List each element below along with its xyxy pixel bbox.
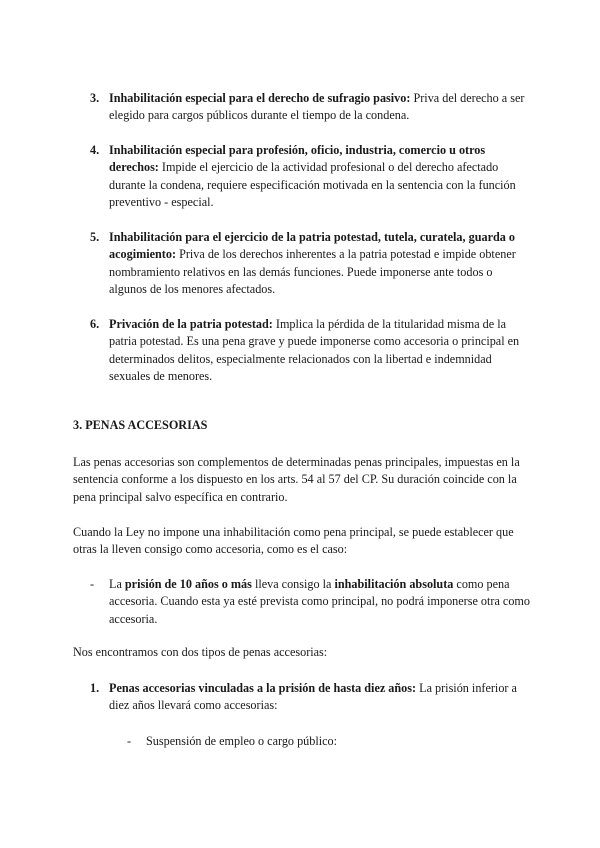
bullet-text: La <box>109 577 125 591</box>
paragraph: Cuando la Ley no impone una inhabilitación como pena principal, se puede establecer que otras la lleven consigo como accesoria, como es el caso: <box>73 525 514 557</box>
paragraph: Nos encontramos con dos tipos de penas accesorias: <box>73 645 328 659</box>
list-item-title: Privación de la patria potestad: <box>109 317 273 331</box>
bullet-text: lleva consigo la <box>251 577 335 591</box>
bullet-item <box>90 576 530 628</box>
list-item-title: Inhabilitación para el ejercicio de la patria potestad, tutela, curatela, guarda o acogimiento: <box>109 230 515 262</box>
list-item <box>90 680 530 715</box>
bullet-text: Suspensión de empleo o cargo público: <box>146 734 338 748</box>
list-number: 5. <box>90 230 100 244</box>
list-item-body: Priva de los derechos inherentes a la patria potestad e impide obtener nombramiento relativos en las demás funciones. Puede imponerse ante todos o algunos de los menores afectados. <box>109 247 516 297</box>
list-item-title: Inhabilitación especial para el derecho de sufragio pasivo: <box>109 91 411 105</box>
bullet-item <box>127 733 527 750</box>
list-item <box>90 142 530 212</box>
list-number: 4. <box>90 143 100 157</box>
list-number: 6. <box>90 317 100 331</box>
section-heading: 3. PENAS ACCESORIAS <box>73 418 208 432</box>
list-item-body: Impide el ejercicio de la actividad profesional o del derecho afectado durante la condena, requiere especificación motivada en la sentencia con la función preventivo - especial. <box>109 160 516 210</box>
bullet-bold-text: prisión de 10 años o más <box>124 577 252 591</box>
list-number: 3. <box>90 91 100 105</box>
list-item-body: Implica la pérdida de la titularidad misma de la patria potestad. Es una pena grave y puede imponerse como accesoria o principal en determinados delitos, especialmente relacionados con la libertad e indemnidad sexuales de menores. <box>109 317 520 384</box>
bullet-dash: - <box>127 734 132 748</box>
list-number: 1. <box>90 681 100 695</box>
list-item <box>90 229 530 299</box>
list-item <box>90 90 530 125</box>
bullet-bold-text: inhabilitación absoluta <box>334 577 454 591</box>
list-item-body: Priva del derecho a ser elegido para cargos públicos durante el tiempo de la condena. <box>109 91 525 123</box>
paragraph: Las penas accesorias son complementos de determinadas penas principales, impuestas en la sentencia conforme a los dispuesto en los arts. 54 al 57 del CP. Su duración coincide con la pena principal salvo específica en contrario. <box>73 455 520 504</box>
bullet-dash: - <box>90 577 95 591</box>
list-item <box>90 316 530 386</box>
list-item-body: La prisión inferior a diez años llevará como accesorias: <box>109 681 517 713</box>
list-item-title: Inhabilitación especial para profesión, oficio, industria, comercio u otros derechos: <box>109 143 486 175</box>
bullet-text: como pena accesoria. Cuando esta ya esté prevista como principal, no podrá imponerse otra como accesoria. <box>109 577 530 626</box>
list-item-title: Penas accesorias vinculadas a la prisión de hasta diez años: <box>109 681 417 695</box>
